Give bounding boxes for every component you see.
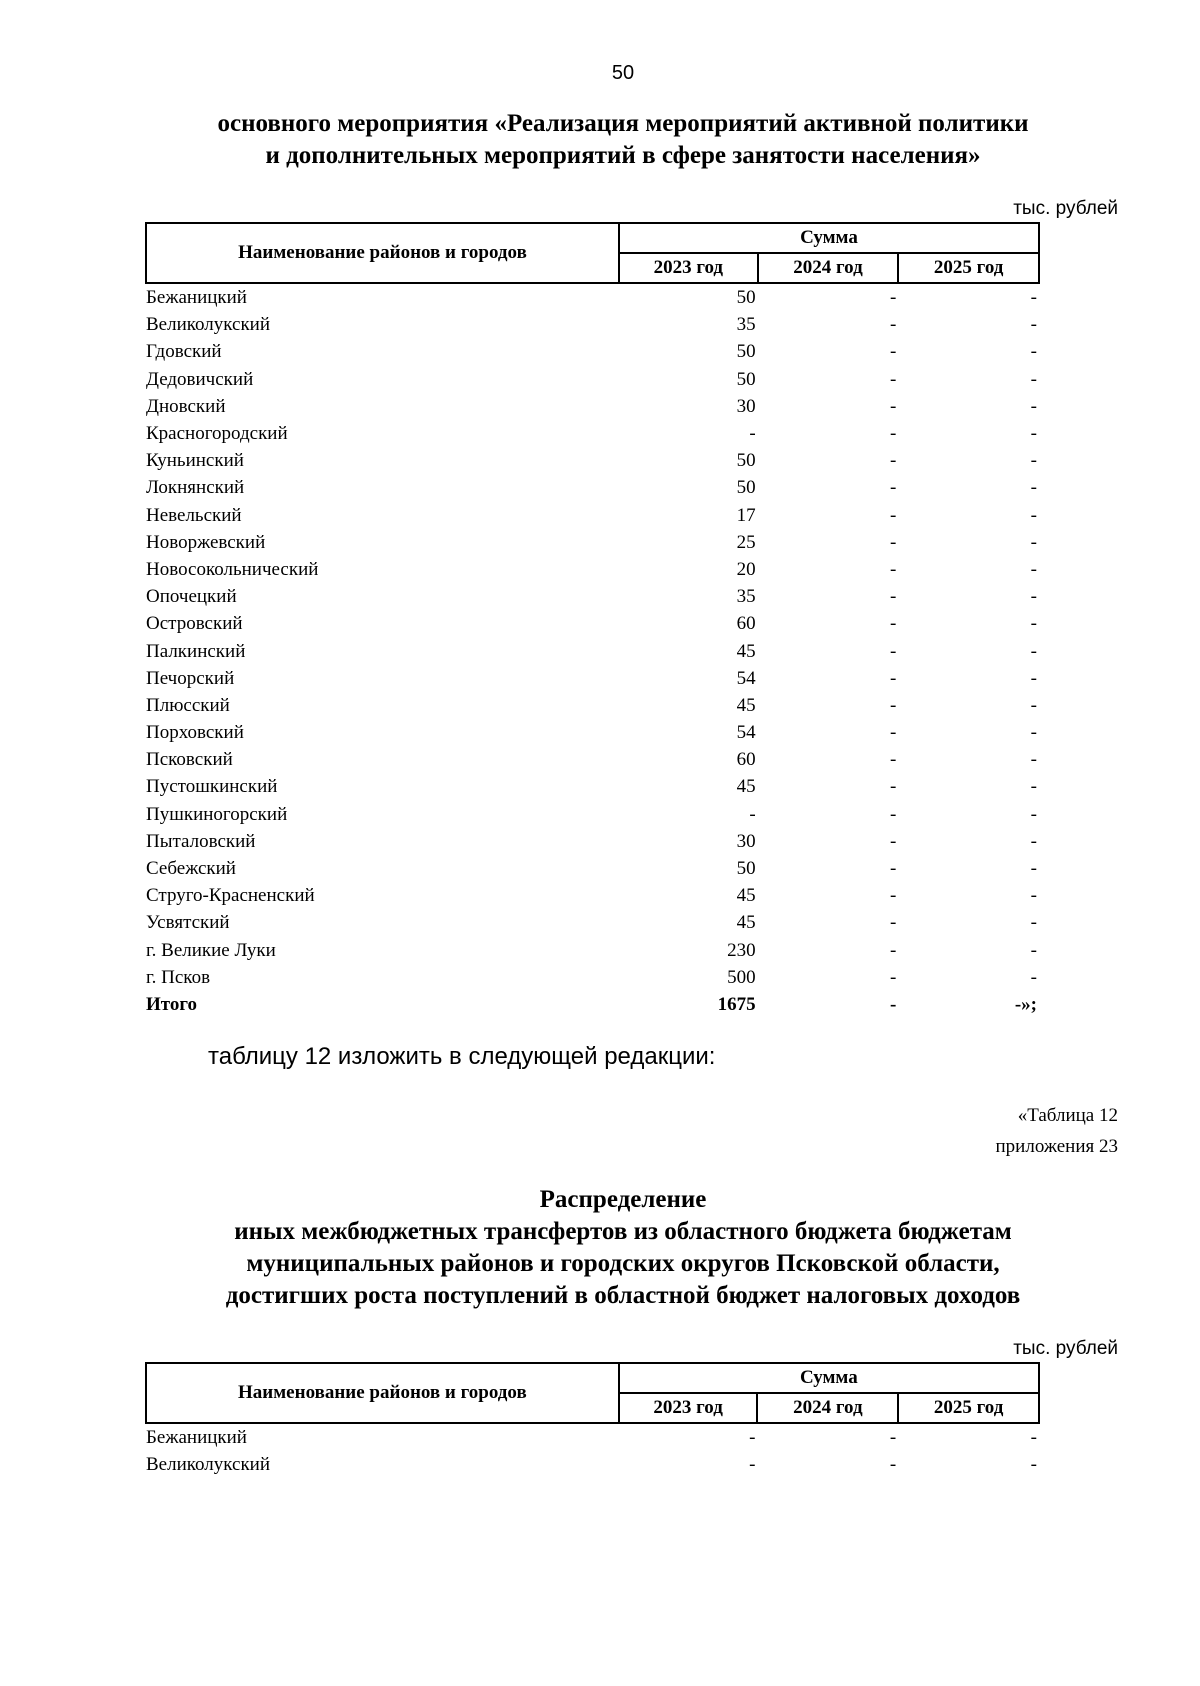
amount-2025: - [1030, 667, 1037, 689]
reference-line: «Таблица 12 [1017, 1105, 1118, 1126]
amount-2025: - [1030, 722, 1037, 744]
amount-2024: - [889, 993, 897, 1015]
amount-2023: 230 [727, 939, 756, 961]
table-row [146, 855, 1039, 882]
amount-2024: - [889, 395, 897, 417]
amount-2023: 45 [736, 885, 756, 907]
district-name: Пустошкинский [146, 776, 278, 798]
table-row [146, 393, 1039, 420]
section2-heading [100, 1184, 1146, 1312]
amount-2025: - [1030, 1454, 1037, 1476]
table-row [146, 882, 1039, 909]
amount-2025: - [1030, 395, 1037, 417]
header-2024: 2024 год [758, 253, 899, 283]
heading-line: иных межбюджетных трансфертов из областного бюджета бюджетам [234, 1218, 1012, 1245]
amount-2024: - [889, 1427, 897, 1449]
amount-2023: 17 [736, 504, 756, 526]
amount-2025: - [1030, 858, 1037, 880]
table-row [146, 366, 1039, 393]
table-row [146, 665, 1039, 692]
amount-2023: 45 [736, 776, 756, 798]
district-name: Бежаницкий [146, 287, 247, 309]
amount-2024: - [889, 314, 897, 336]
amount-2023: - [749, 1454, 756, 1476]
instruction-text: таблицу 12 изложить в следующей редакции: [208, 1043, 716, 1070]
header-2025: 2025 год [898, 1393, 1039, 1423]
amount-2023: 1675 [717, 993, 756, 1015]
district-name: Невельский [146, 504, 242, 526]
district-name: Гдовский [146, 341, 222, 363]
district-name: Куньинский [146, 450, 244, 472]
amount-2024: - [889, 912, 897, 934]
table-row [146, 338, 1039, 365]
district-name: Псковский [146, 749, 233, 771]
amount-2025: - [1030, 450, 1037, 472]
header-2023: 2023 год [619, 253, 758, 283]
amount-2024: - [889, 368, 897, 390]
amount-2025: - [1030, 368, 1037, 390]
header-name: Наименование районов и городов [146, 1363, 619, 1423]
table-row [146, 283, 1039, 311]
amount-2024: - [889, 450, 897, 472]
district-name: Великолукский [146, 314, 271, 336]
amount-2023: 50 [736, 450, 756, 472]
amount-2024: - [889, 640, 897, 662]
page-number: 50 [611, 62, 635, 84]
header-sum: Сумма [619, 1363, 1039, 1393]
header-2023: 2023 год [619, 1393, 758, 1423]
district-name: Опочецкий [146, 586, 237, 608]
table-row [146, 773, 1039, 800]
amount-2024: - [889, 1454, 897, 1476]
total-row [146, 991, 1039, 1018]
table-row [146, 502, 1039, 529]
header-sum: Сумма [619, 223, 1039, 253]
table-row [146, 828, 1039, 855]
amount-2023: 54 [736, 722, 756, 744]
table-row [146, 447, 1039, 474]
district-name: г. Псков [146, 966, 211, 988]
heading-line: и дополнительных мероприятий в сфере занятости населения» [265, 142, 981, 169]
amount-2023: 45 [736, 912, 756, 934]
amount-2023: 60 [736, 749, 756, 771]
amount-2025: - [1030, 477, 1037, 499]
amount-2024: - [889, 776, 897, 798]
amount-2023: 500 [727, 966, 756, 988]
table-row [146, 420, 1039, 447]
district-name: Красногородский [146, 423, 288, 445]
table-row [146, 909, 1039, 936]
amount-2024: - [889, 694, 897, 716]
district-name: Итого [146, 993, 198, 1015]
amount-2024: - [889, 749, 897, 771]
district-name: Усвятский [146, 912, 230, 934]
amount-2025: - [1030, 966, 1037, 988]
amount-2023: - [749, 803, 756, 825]
table-row [146, 1451, 1039, 1478]
amount-2025: - [1030, 1427, 1037, 1449]
amount-2025: - [1030, 830, 1037, 852]
amount-2024: - [889, 885, 897, 907]
amount-2023: 60 [736, 613, 756, 635]
amount-2025: - [1030, 694, 1037, 716]
amount-2023: 50 [736, 858, 756, 880]
amount-2025: - [1030, 314, 1037, 336]
amount-2023: - [749, 423, 756, 445]
table-row [146, 529, 1039, 556]
district-name: Порховский [146, 722, 244, 744]
district-name: Островский [146, 613, 243, 635]
amount-2023: 45 [736, 640, 756, 662]
district-name: Струго-Красненский [146, 885, 315, 907]
amount-2024: - [889, 830, 897, 852]
amount-2025: - [1030, 558, 1037, 580]
header-2024: 2024 год [757, 1393, 898, 1423]
amount-2023: 30 [736, 830, 756, 852]
amount-2024: - [889, 341, 897, 363]
amount-2025: - [1030, 531, 1037, 553]
amount-2023: 50 [736, 477, 756, 499]
amount-2025: - [1030, 586, 1037, 608]
district-name: Новосокольнический [146, 558, 319, 580]
heading-line: достигших роста поступлений в областной бюджет налоговых доходов [225, 1282, 1021, 1309]
amount-2024: - [889, 423, 897, 445]
district-name: Печорский [146, 667, 235, 689]
amount-2023: 50 [736, 341, 756, 363]
district-name: Новоржевский [146, 531, 266, 553]
amount-2025: - [1030, 885, 1037, 907]
amount-2024: - [889, 858, 897, 880]
amount-2025: - [1030, 776, 1037, 798]
amount-2024: - [889, 966, 897, 988]
amount-2024: - [889, 531, 897, 553]
table-row [146, 311, 1039, 338]
amount-2023: 20 [736, 558, 756, 580]
amount-2023: - [749, 1427, 756, 1449]
table-row [146, 964, 1039, 991]
amount-2025: -»; [1014, 993, 1037, 1015]
unit-label-2: тыс. рублей [1013, 1338, 1118, 1359]
table-row [146, 637, 1039, 664]
amount-2023: 50 [736, 368, 756, 390]
district-name: Палкинский [146, 640, 246, 662]
amount-2023: 25 [736, 531, 756, 553]
amount-2025: - [1030, 504, 1037, 526]
section1-heading [100, 108, 1146, 172]
amount-2024: - [889, 722, 897, 744]
table-row [146, 610, 1039, 637]
header-2025: 2025 год [898, 253, 1039, 283]
district-name: Пыталовский [146, 830, 256, 852]
district-name: Себежский [146, 858, 236, 880]
amount-2024: - [889, 504, 897, 526]
amount-2025: - [1030, 912, 1037, 934]
heading-line: муниципальных районов и городских округов Псковской области, [246, 1250, 1000, 1277]
table-row [146, 1423, 1039, 1451]
amount-2023: 35 [736, 586, 756, 608]
allocation-table-1 [145, 222, 1040, 1018]
header-name: Наименование районов и городов [146, 223, 619, 283]
table-row [146, 583, 1039, 610]
district-name: Локнянский [146, 477, 245, 499]
amount-2023: 35 [736, 314, 756, 336]
table-row [146, 746, 1039, 773]
district-name: Великолукский [146, 1454, 271, 1476]
amount-2025: - [1030, 939, 1037, 961]
amount-2024: - [889, 613, 897, 635]
amount-2025: - [1030, 749, 1037, 771]
allocation-table-2 [145, 1362, 1040, 1478]
amount-2023: 45 [736, 694, 756, 716]
district-name: Плюсский [146, 694, 230, 716]
heading-line: Распределение [539, 1186, 707, 1213]
amount-2025: - [1030, 640, 1037, 662]
district-name: Бежаницкий [146, 1427, 247, 1449]
amount-2024: - [889, 586, 897, 608]
table-row [146, 556, 1039, 583]
amount-2024: - [889, 939, 897, 961]
table-row [146, 719, 1039, 746]
amount-2024: - [889, 287, 897, 309]
amount-2024: - [889, 477, 897, 499]
amount-2023: 50 [736, 287, 756, 309]
amount-2023: 30 [736, 395, 756, 417]
amount-2024: - [889, 803, 897, 825]
table-row [146, 937, 1039, 964]
amount-2025: - [1030, 613, 1037, 635]
heading-line: основного мероприятия «Реализация мероприятий активной политики [217, 110, 1029, 137]
amount-2023: 54 [736, 667, 756, 689]
table-row [146, 474, 1039, 501]
amount-2024: - [889, 667, 897, 689]
amount-2025: - [1030, 287, 1037, 309]
district-name: Пушкиногорский [146, 803, 288, 825]
amount-2025: - [1030, 803, 1037, 825]
table-row [146, 692, 1039, 719]
amount-2024: - [889, 558, 897, 580]
unit-label: тыс. рублей [1013, 198, 1118, 219]
table-reference [996, 1100, 1118, 1162]
district-name: Дновский [146, 395, 226, 417]
district-name: г. Великие Луки [146, 939, 276, 961]
district-name: Дедовичский [146, 368, 254, 390]
reference-line: приложения 23 [995, 1136, 1118, 1157]
table-row [146, 801, 1039, 828]
amount-2025: - [1030, 341, 1037, 363]
amount-2025: - [1030, 423, 1037, 445]
